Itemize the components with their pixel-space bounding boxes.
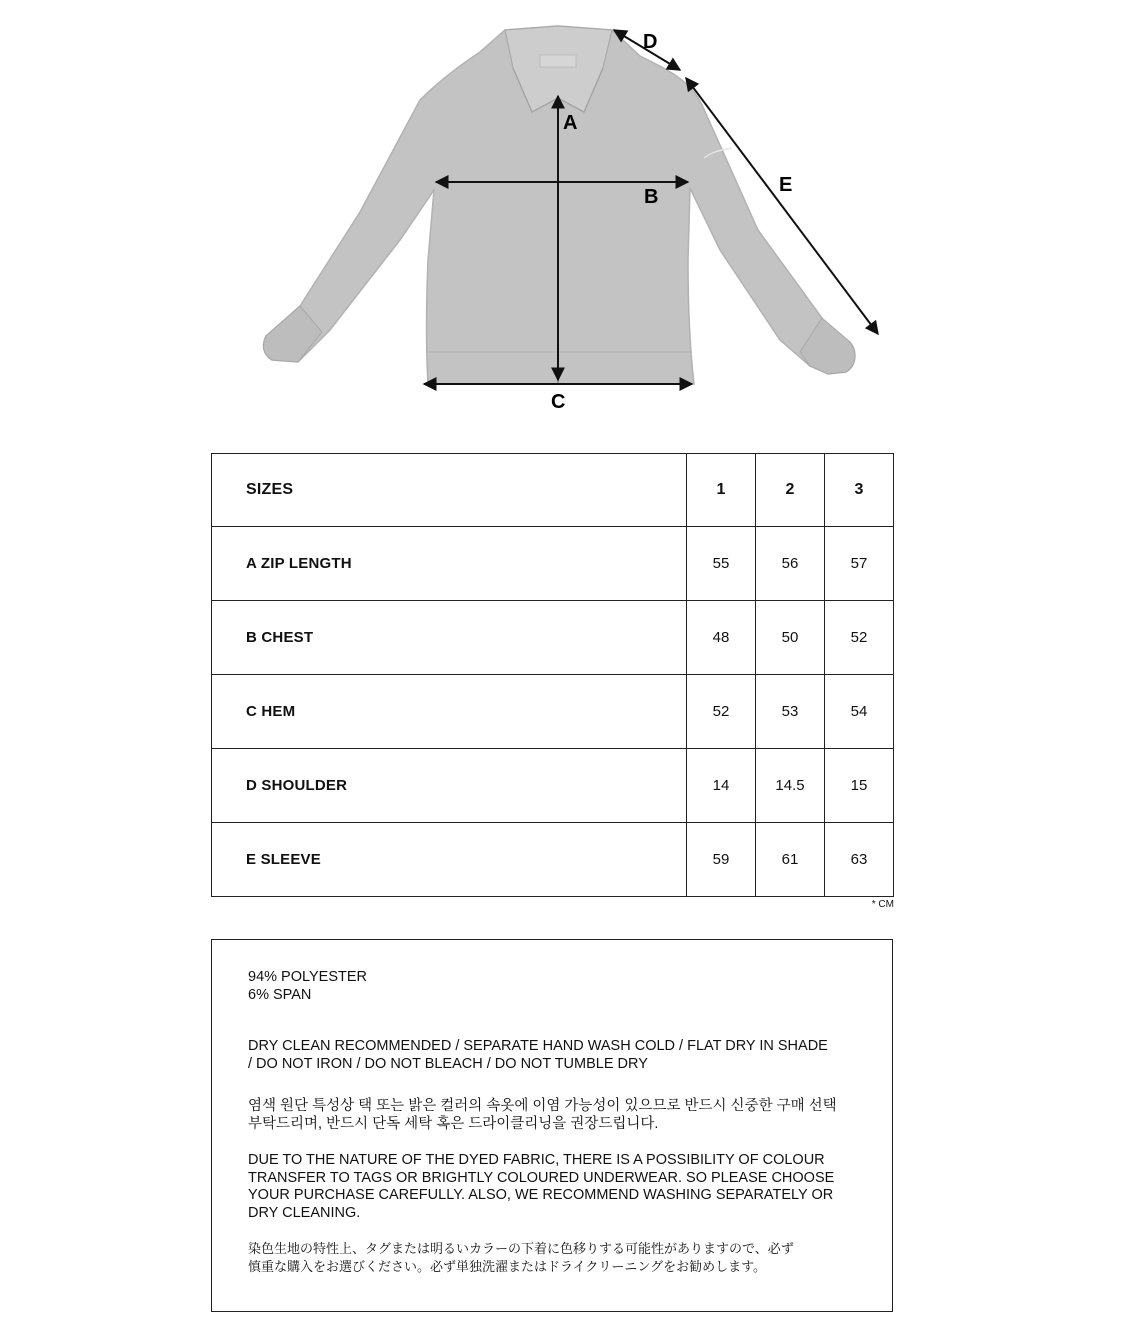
cell-value: 59 <box>687 823 756 897</box>
cell-value: 56 <box>756 527 825 601</box>
jacket-measurement-diagram <box>0 0 1125 430</box>
cell-value: 63 <box>825 823 894 897</box>
row-label: C HEM <box>212 675 687 749</box>
cell-value: 48 <box>687 601 756 675</box>
jacket-illustration <box>264 26 855 384</box>
label-c: C <box>551 391 566 413</box>
care-info-box <box>211 939 893 1312</box>
english-notice: DUE TO THE NATURE OF THE DYED FABRIC, THERE IS A POSSIBILITY OF COLOUR TRANSFER TO TAGS OR BRIGHTLY COLOURED UNDERWEAR. SO PLEASE CHOOSE YOUR PURCHASE CAREFULLY. ALSO, WE RECOMMEND WASHING SEPARATELY OR DRY CLEANING. <box>248 1152 835 1221</box>
cell-value: 55 <box>687 527 756 601</box>
care-instructions: DRY CLEAN RECOMMENDED / SEPARATE HAND WASH COLD / FLAT DRY IN SHADE / DO NOT IRON / DO NOT BLEACH / DO NOT TUMBLE DRY <box>248 1038 828 1072</box>
unit-note: * CM <box>871 899 894 910</box>
cell-value: 50 <box>756 601 825 675</box>
label-a: A <box>563 112 578 134</box>
row-label: E SLEEVE <box>212 823 687 897</box>
row-label: D SHOULDER <box>212 749 687 823</box>
cell-value: 57 <box>825 527 894 601</box>
sizes-header: SIZES <box>212 454 687 527</box>
japanese-notice: 染色生地の特性上、タグまたは明るいカラーの下着に色移りする可能性がありますので、必ず 慎重な購入をお選びください。必ず単独洗濯またはドライクリーニングをお勧めします。 <box>248 1241 794 1274</box>
size-header-2: 2 <box>756 454 825 527</box>
composition-line-1: 94% POLYESTER <box>248 969 368 985</box>
label-b: B <box>644 186 659 208</box>
row-label: B CHEST <box>212 601 687 675</box>
cell-value: 14 <box>687 749 756 823</box>
table-row <box>212 601 894 675</box>
cell-value: 61 <box>756 823 825 897</box>
neck-label <box>540 55 576 67</box>
cell-value: 52 <box>687 675 756 749</box>
row-label: A ZIP LENGTH <box>212 527 687 601</box>
size-table <box>211 453 894 897</box>
label-d: D <box>643 31 658 53</box>
cell-value: 15 <box>825 749 894 823</box>
table-row <box>212 527 894 601</box>
size-header-1: 1 <box>687 454 756 527</box>
cell-value: 53 <box>756 675 825 749</box>
table-row <box>212 823 894 897</box>
label-e: E <box>779 174 793 196</box>
cell-value: 52 <box>825 601 894 675</box>
composition-line-2: 6% SPAN <box>248 986 312 1003</box>
table-row <box>212 749 894 823</box>
size-header-3: 3 <box>825 454 894 527</box>
cell-value: 14.5 <box>756 749 825 823</box>
korean-notice: 염색 원단 특성상 택 또는 밝은 컬러의 속옷에 이염 가능성이 있으므로 반드시 신중한 구매 선택 부탁드리며, 반드시 단독 세탁 혹은 드라이클리닝을 권장드립니다. <box>248 1098 837 1132</box>
cell-value: 54 <box>825 675 894 749</box>
table-row <box>212 675 894 749</box>
table-header-row <box>212 454 894 527</box>
